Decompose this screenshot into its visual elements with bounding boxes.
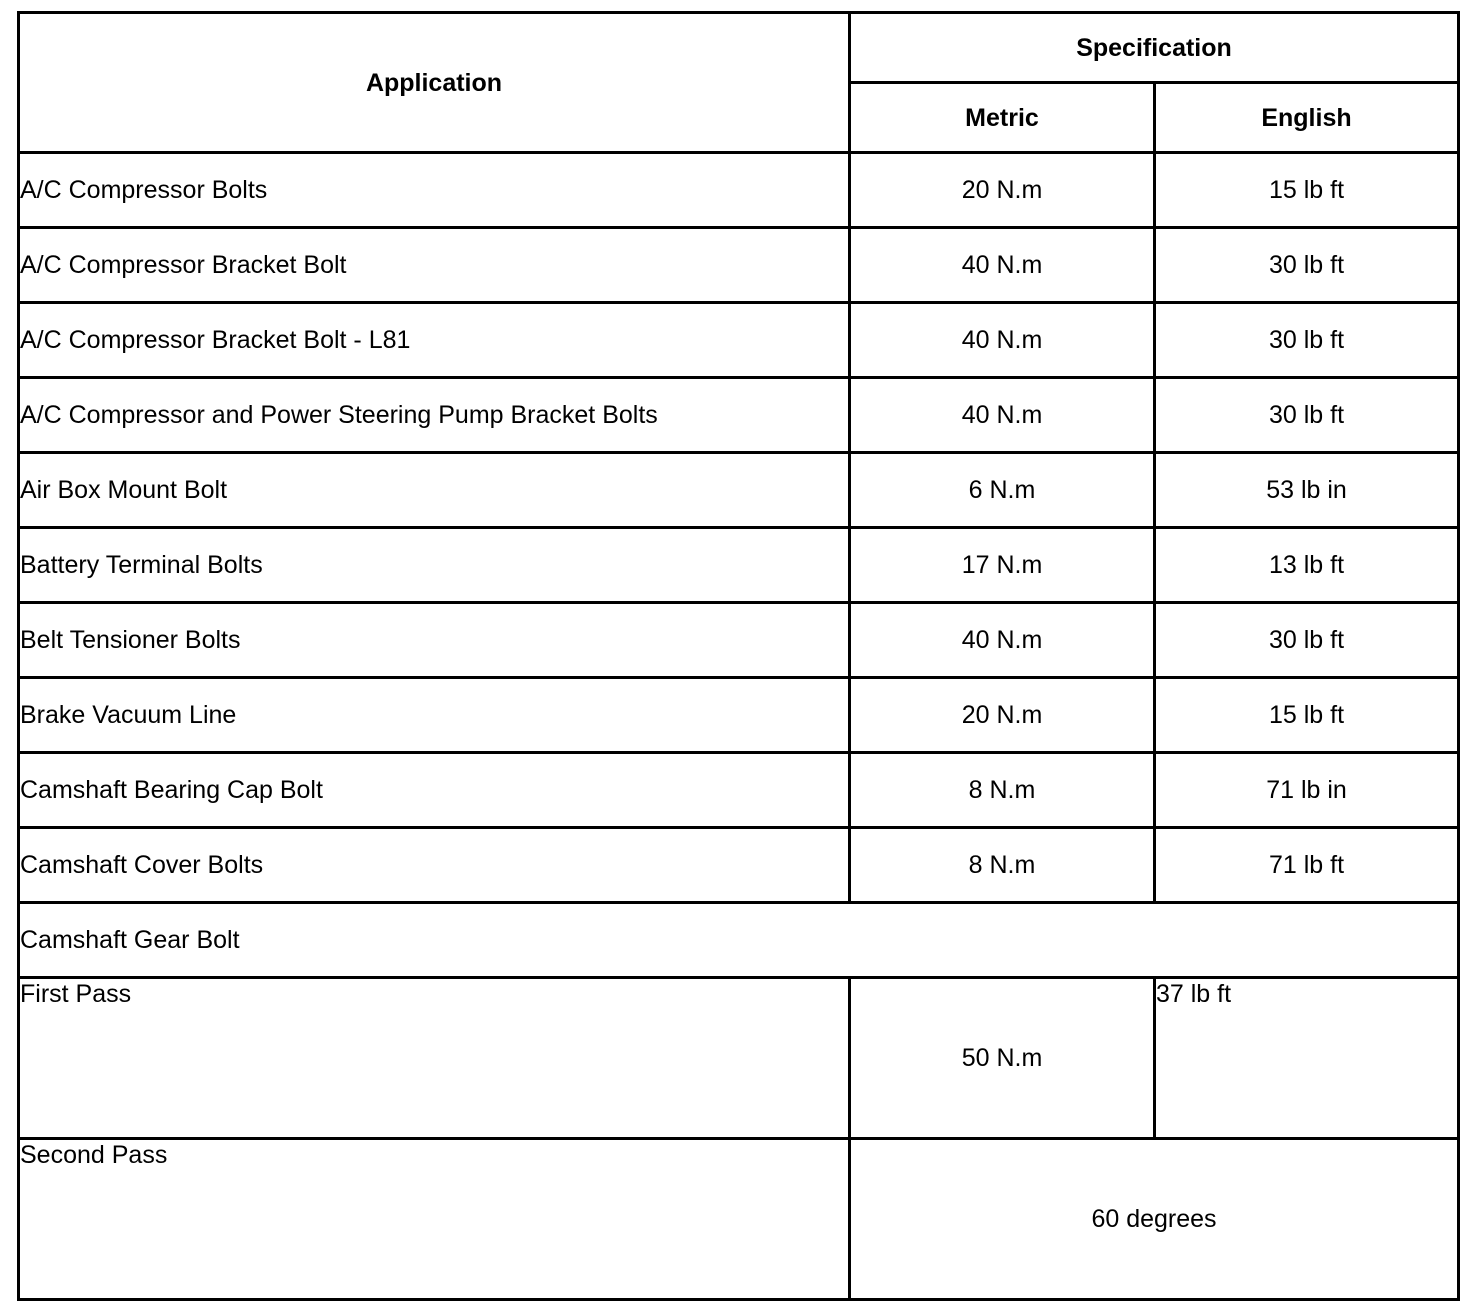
- application-cell: Air Box Mount Bolt: [19, 453, 850, 528]
- torque-specification-table: [17, 11, 1460, 1301]
- english-cell: 30 lb ft: [1155, 303, 1459, 378]
- first-pass-english: 37 lb ft: [1155, 978, 1459, 1139]
- metric-cell: 8 N.m: [850, 753, 1155, 828]
- table-row: [19, 153, 1459, 228]
- english-cell: 71 lb ft: [1155, 828, 1459, 903]
- english-header: English: [1155, 83, 1459, 153]
- english-cell: 53 lb in: [1155, 453, 1459, 528]
- second-pass-label: Second Pass: [19, 1139, 850, 1300]
- camshaft-gear-label: Camshaft Gear Bolt: [19, 903, 1459, 978]
- application-cell: A/C Compressor Bolts: [19, 153, 850, 228]
- camshaft-gear-row: [19, 903, 1459, 978]
- metric-cell: 8 N.m: [850, 828, 1155, 903]
- english-cell: 30 lb ft: [1155, 228, 1459, 303]
- application-cell: Camshaft Bearing Cap Bolt: [19, 753, 850, 828]
- second-pass-row: [19, 1139, 1459, 1300]
- english-cell: 15 lb ft: [1155, 153, 1459, 228]
- second-pass-value: 60 degrees: [850, 1139, 1459, 1300]
- application-cell: Belt Tensioner Bolts: [19, 603, 850, 678]
- table-row: [19, 228, 1459, 303]
- metric-cell: 40 N.m: [850, 378, 1155, 453]
- application-cell: Battery Terminal Bolts: [19, 528, 850, 603]
- metric-header: Metric: [850, 83, 1155, 153]
- english-cell: 71 lb in: [1155, 753, 1459, 828]
- application-header: Application: [19, 13, 850, 153]
- application-cell: A/C Compressor Bracket Bolt - L81: [19, 303, 850, 378]
- table-row: [19, 528, 1459, 603]
- table-row: [19, 453, 1459, 528]
- english-cell: 30 lb ft: [1155, 378, 1459, 453]
- metric-cell: 40 N.m: [850, 603, 1155, 678]
- application-cell: Camshaft Cover Bolts: [19, 828, 850, 903]
- table-row: [19, 678, 1459, 753]
- english-cell: 30 lb ft: [1155, 603, 1459, 678]
- first-pass-row: [19, 978, 1459, 1139]
- table-row: [19, 603, 1459, 678]
- table-row: [19, 378, 1459, 453]
- application-cell: Brake Vacuum Line: [19, 678, 850, 753]
- metric-cell: 40 N.m: [850, 228, 1155, 303]
- specification-header: Specification: [850, 13, 1459, 83]
- english-cell: 13 lb ft: [1155, 528, 1459, 603]
- metric-cell: 17 N.m: [850, 528, 1155, 603]
- metric-cell: 40 N.m: [850, 303, 1155, 378]
- metric-cell: 6 N.m: [850, 453, 1155, 528]
- application-cell: A/C Compressor and Power Steering Pump Bracket Bolts: [19, 378, 850, 453]
- application-cell: A/C Compressor Bracket Bolt: [19, 228, 850, 303]
- metric-cell: 20 N.m: [850, 678, 1155, 753]
- first-pass-label: First Pass: [19, 978, 850, 1139]
- header-row: [19, 13, 1459, 83]
- table-row: [19, 303, 1459, 378]
- english-cell: 15 lb ft: [1155, 678, 1459, 753]
- first-pass-metric: 50 N.m: [850, 978, 1155, 1139]
- table-row: [19, 753, 1459, 828]
- table-row: [19, 828, 1459, 903]
- metric-cell: 20 N.m: [850, 153, 1155, 228]
